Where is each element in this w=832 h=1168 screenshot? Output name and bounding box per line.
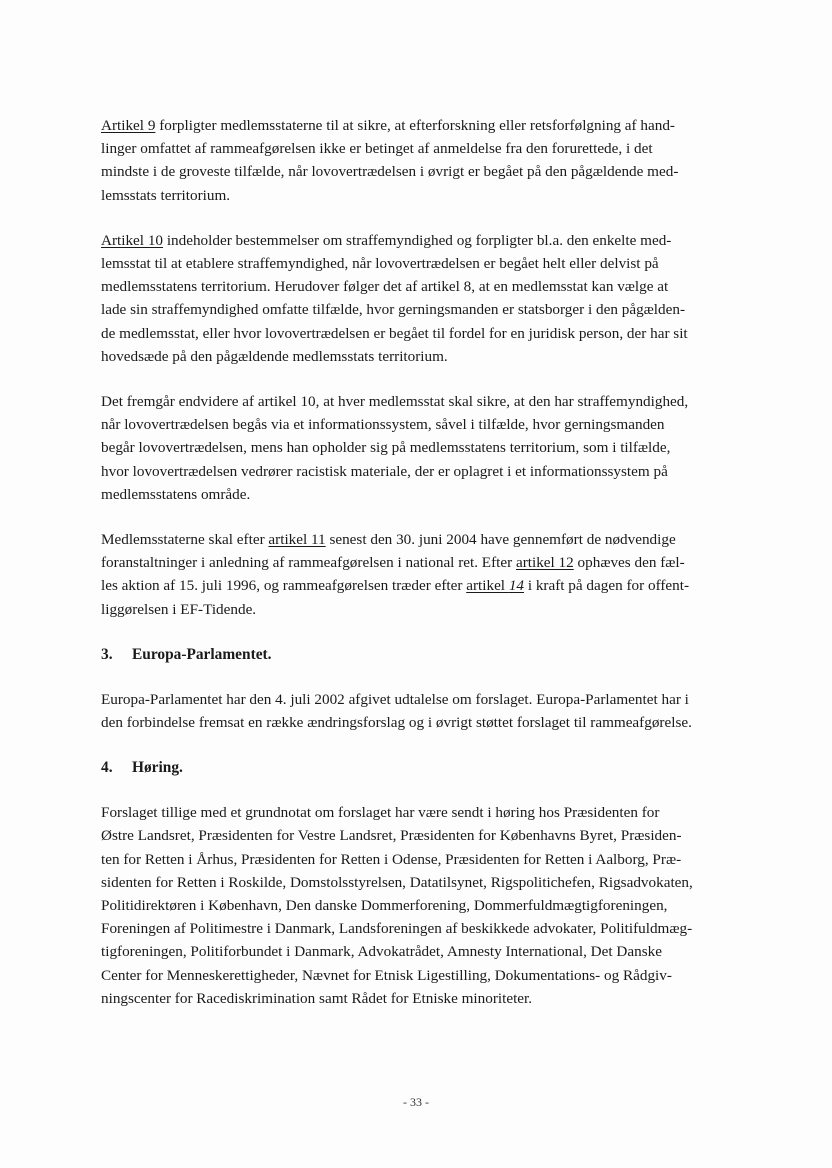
paragraph-spacer xyxy=(101,621,756,643)
text-line: når lovovertrædelsen begås via et informationssystem, såvel i tilfælde, hvor gerningsmanden xyxy=(101,416,665,434)
text-line xyxy=(101,528,756,551)
text-span: Medlemsstaterne skal efter xyxy=(101,531,269,549)
section-number: 4. xyxy=(101,759,113,777)
section-title: Høring. xyxy=(132,759,183,777)
text-line: Det fremgår endvidere af artikel 10, at hver medlemsstat skal sikre, at den har straffemyndighed, xyxy=(101,393,689,411)
paragraph-spacer xyxy=(101,207,756,229)
text-line xyxy=(101,229,756,252)
document-body xyxy=(101,114,756,1010)
paragraph-spacer xyxy=(101,779,756,801)
article-reference xyxy=(466,577,524,594)
text-span: ophæves den fæl- xyxy=(573,554,685,572)
text-span: indeholder bestemmelser om straffemyndighed og forpligter bl.a. den enkelte med- xyxy=(163,231,672,249)
article-reference: Artikel 10 xyxy=(101,231,164,249)
text-span: senest den 30. juni 2004 have gennemført de nødvendige xyxy=(325,531,676,549)
text-span: i kraft på dagen for offent- xyxy=(524,577,690,595)
section-number: 3. xyxy=(101,645,113,663)
text-span: 14 xyxy=(508,577,525,595)
section-heading-4 xyxy=(101,756,756,779)
paragraph-gennemfoersel xyxy=(101,528,756,621)
text-line: Østre Landsret, Præsidenten for Vestre Landsret, Præsidenten for Københavns Byret, Præsiden- xyxy=(101,827,682,845)
text-span: les aktion af 15. juli 1996, og rammeafgørelsen træder efter xyxy=(101,577,467,595)
paragraph-spacer xyxy=(101,666,756,688)
text-line: mindste i de groveste tilfælde, når lovovertrædelsen i øvrigt er begået på den pågældende med- xyxy=(101,163,679,181)
text-line: medlemsstatens territorium. Herudover følger det af artikel 8, at en medlemsstat kan vælge at xyxy=(101,278,669,296)
paragraph-spacer xyxy=(101,734,756,756)
paragraph-spacer xyxy=(101,368,756,390)
text-line: lemsstats territorium. xyxy=(101,186,231,204)
text-line xyxy=(101,114,756,137)
text-line xyxy=(101,551,756,574)
text-line: sidenten for Retten i Roskilde, Domstolsstyrelsen, Datatilsynet, Rigspolitichefen, Rigsadvokaten, xyxy=(101,873,693,891)
text-line xyxy=(101,574,756,597)
text-line: ningscenter for Racediskrimination samt Rådet for Etniske minoriteter. xyxy=(101,989,533,1007)
text-span: foranstaltninger i anledning af rammeafgørelsen i national ret. Efter xyxy=(101,554,516,572)
paragraph-hoering xyxy=(101,801,756,1010)
text-line: Forslaget tillige med et grundnotat om forslaget har være sendt i høring hos Præsidenten for xyxy=(101,804,660,822)
text-line: hvor lovovertrædelsen vedrører racistisk materiale, der er oplagret i et informationssystem på xyxy=(101,462,668,480)
text-line: tigforeningen, Politiforbundet i Danmark, Advokatrådet, Amnesty International, Det Danske xyxy=(101,943,662,961)
text-line: den forbindelse fremsat en række ændringsforslag og i øvrigt støttet forslaget til rammeafgørelse. xyxy=(101,714,692,732)
text-span: forpligter medlemsstaterne til at sikre, at efterforskning eller retsforfølgning af hand- xyxy=(155,117,675,134)
paragraph-artikel-9 xyxy=(101,114,756,207)
text-line: Foreningen af Politimestre i Danmark, Landsforeningen af beskikkede advokater, Politifuldmæg- xyxy=(101,920,693,938)
text-line: Europa-Parlamentet har den 4. juli 2002 afgivet udtalelse om forslaget. Europa-Parlamentet har i xyxy=(101,690,689,708)
text-line: liggørelsen i EF-Tidende. xyxy=(101,600,257,618)
text-span: artikel xyxy=(466,577,509,595)
text-line: de medlemsstat, eller hvor lovovertrædelsen er begået til fordel for en juridisk person, der har sit xyxy=(101,324,688,342)
paragraph-europa-parlamentet xyxy=(101,688,756,734)
page-number: - 33 - xyxy=(403,1095,429,1109)
text-line: hovedsæde på den pågældende medlemsstats territorium. xyxy=(101,347,448,365)
article-reference: artikel 12 xyxy=(515,554,574,572)
paragraph-artikel-10 xyxy=(101,229,756,368)
text-line: medlemsstatens område. xyxy=(101,485,251,503)
section-heading-3 xyxy=(101,643,756,666)
paragraph-straffemyndighed xyxy=(101,390,756,506)
text-line: Politidirektøren i København, Den danske Dommerforening, Dommerfuldmægtigforeningen, xyxy=(101,897,668,915)
article-reference: artikel 11 xyxy=(268,531,326,549)
article-reference: Artikel 9 xyxy=(101,117,156,134)
text-line: begår lovovertrædelsen, mens han opholder sig på medlemsstatens territorium, som i tilfælde, xyxy=(101,439,671,457)
paragraph-spacer xyxy=(101,506,756,528)
text-line: linger omfattet af rammeafgørelsen ikke er betinget af anmeldelse fra den forurettede, i det xyxy=(101,140,653,158)
text-line: lemsstat til at etablere straffemyndighed, når lovovertrædelsen er begået helt eller delvist på xyxy=(101,255,659,273)
text-line: ten for Retten i Århus, Præsidenten for Retten i Odense, Præsidenten for Retten i Aalborg, Præ- xyxy=(101,850,682,868)
section-title: Europa-Parlamentet. xyxy=(132,645,272,663)
text-line: lade sin straffemyndighed omfatte tilfælde, hvor gerningsmanden er statsborger i den pågælden- xyxy=(101,301,686,319)
text-line: Center for Menneskerettigheder, Nævnet for Etnisk Ligestilling, Dokumentations- og Rådgiv- xyxy=(101,966,672,984)
